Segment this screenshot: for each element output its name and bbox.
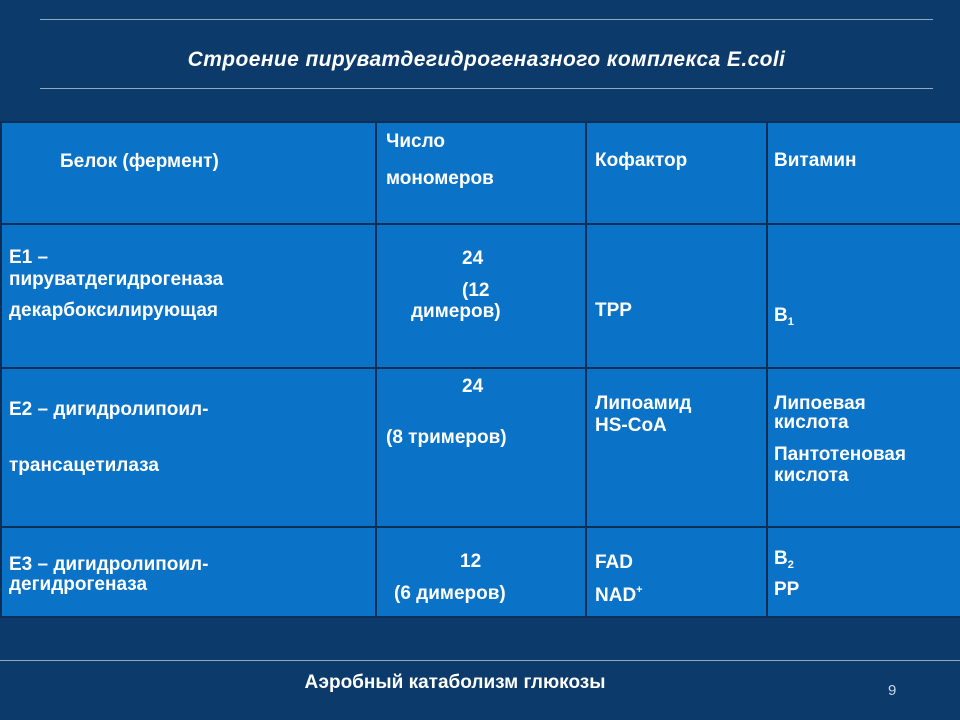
top-rule: [40, 19, 933, 20]
header-monomers-line1: Число: [386, 131, 446, 152]
row1-cofactor: TPP: [595, 300, 632, 321]
row3-protein-line1: Е3 – дигидролипоил-: [9, 554, 209, 575]
header-protein-cell: [1, 122, 376, 224]
row3-protein-cell: [1, 527, 376, 617]
header-protein: Белок (фермент): [60, 151, 219, 172]
row2-vitamin-line4: кислота: [774, 465, 849, 486]
row3-vitamin-line1: [774, 548, 794, 576]
header-cofactor: Кофактор: [595, 150, 688, 171]
row2-protein-line1: Е2 – дигидролипоил-: [9, 399, 209, 420]
row2-vitamin-line1: Липоевая: [774, 393, 866, 414]
row1-monomers-cell: [376, 224, 586, 368]
row3-protein-line2: дегидрогеназа: [9, 574, 148, 595]
footer-caption: Аэробный катаболизм глюкозы: [304, 672, 606, 693]
row2-vitamin-cell: [767, 368, 960, 527]
row1-protein-line3: декарбоксилирующая: [9, 300, 218, 321]
header-vitamin: Витамин: [774, 150, 857, 171]
enzyme-table: [0, 121, 960, 618]
header-cofactor-cell: [586, 122, 767, 224]
row3-cofactor-nad: NAD: [595, 585, 637, 606]
page-number: 9: [888, 682, 897, 699]
title-underline: [40, 88, 933, 89]
table-row: [1, 368, 960, 527]
row2-protein-cell: [1, 368, 376, 527]
row3-cofactor-line1: FAD: [595, 552, 633, 573]
slide-title: Строение пируватдегидрогеназного комплекса E.coli: [187, 48, 786, 71]
row2-cofactor-line1: Липоамид: [595, 393, 692, 414]
row1-vitamin-letter: B: [774, 305, 788, 326]
row1-monomers-line2: (12: [462, 280, 490, 301]
table-row: [1, 527, 960, 617]
row3-monomers-line1: 12: [460, 551, 482, 572]
row2-monomers-line1: 24: [462, 376, 484, 397]
row1-monomers-line3: димеров): [411, 301, 501, 322]
row2-cofactor-cell: [586, 368, 767, 527]
row2-monomers-cell: [376, 368, 586, 527]
row3-vitamin-letter: B: [774, 548, 788, 569]
row2-vitamin-line3: Пантотеновая: [774, 444, 906, 465]
header-vitamin-cell: [767, 122, 960, 224]
row2-monomers-line2: (8 тримеров): [386, 427, 507, 448]
row1-vitamin: [774, 305, 794, 333]
row1-protein-cell: [1, 224, 376, 368]
row1-protein-line2: пируватдегидрогеназа: [9, 269, 224, 290]
row3-monomers-cell: [376, 527, 586, 617]
row1-protein-line1: Е1 –: [9, 247, 49, 268]
row1-monomers-line1: 24: [462, 248, 484, 269]
table-header-row: [1, 122, 960, 224]
row3-cofactor-cell: [586, 527, 767, 617]
row3-vitamin-line2: PP: [774, 579, 800, 600]
row1-vitamin-subscript: 1: [787, 316, 794, 328]
header-monomers-cell: [376, 122, 586, 224]
table-row: [1, 224, 960, 368]
row3-cofactor-line2: [595, 579, 643, 607]
row3-vitamin-cell: [767, 527, 960, 617]
row1-cofactor-cell: [586, 224, 767, 368]
header-monomers-line2: мономеров: [386, 168, 494, 189]
row1-vitamin-cell: [767, 224, 960, 368]
footer-rule: [0, 660, 960, 661]
row3-cofactor-superscript: +: [636, 584, 643, 596]
row2-protein-line2: трансацетилаза: [9, 455, 159, 476]
row3-monomers-line2: (6 димеров): [394, 583, 506, 604]
row3-vitamin-subscript: 2: [787, 559, 794, 571]
row2-vitamin-line2: кислота: [774, 412, 849, 433]
row2-cofactor-line2: HS-CoA: [595, 415, 667, 436]
